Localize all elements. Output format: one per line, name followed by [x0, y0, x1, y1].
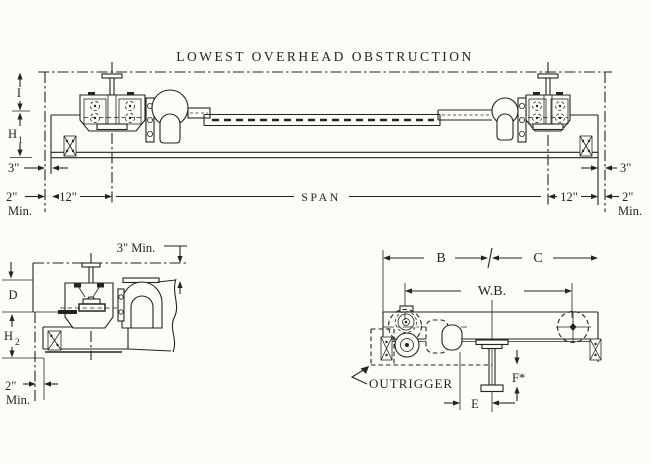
detail-hanger-head	[82, 263, 100, 267]
min-label-left: Min.	[8, 204, 32, 218]
right-hanger-bracket	[590, 339, 601, 360]
dim-12in-left	[52, 190, 112, 204]
dim-label-2in-right: 2"	[622, 190, 634, 204]
dim-label-c: C	[533, 251, 543, 266]
dim-2in-right	[605, 190, 642, 218]
detail-break-line	[172, 279, 176, 352]
dim-label-f: F*	[512, 371, 526, 385]
dim-label-b: B	[436, 251, 446, 266]
dim-label-h1-sub: 1	[18, 136, 23, 146]
right-suspension-bracket	[580, 136, 592, 156]
dim-12in-right	[548, 190, 598, 204]
dim-label-3in-right: 3"	[620, 161, 632, 175]
hoist-motor	[442, 325, 462, 350]
dim-b	[383, 248, 492, 312]
dim-label-3in-left: 3"	[8, 161, 20, 175]
min-label-detail: Min.	[6, 393, 30, 407]
dim-i	[12, 73, 30, 112]
dim-c	[492, 251, 598, 266]
dim-d	[2, 262, 62, 312]
dim-wb	[405, 283, 572, 320]
span-label: SPAN	[301, 190, 341, 204]
detail-rail-foot	[79, 304, 105, 311]
right-runway-flange	[533, 124, 563, 130]
dim-h1	[8, 113, 32, 158]
outrigger	[352, 329, 492, 391]
left-hanger-head	[102, 74, 122, 78]
dim-label-2in-left: 2"	[6, 190, 18, 204]
dim-3in-min-arrows	[164, 246, 187, 294]
elevation-view	[6, 49, 642, 218]
dim-3in-right	[581, 161, 631, 175]
dim-label-12in-right: 12"	[560, 190, 578, 204]
end-clearance-detail-view	[2, 241, 187, 407]
end-truck-side-view	[352, 248, 601, 412]
girder-bottom-flange	[481, 385, 503, 392]
dim-2in-left	[6, 190, 45, 218]
dim-label-e: E	[471, 397, 479, 411]
left-hanger-rod	[110, 78, 114, 95]
dim-label-h2-sub: 2	[15, 338, 20, 348]
dim-label-12in-left: 12"	[59, 190, 77, 204]
lowest-overhead-obstruction-label: LOWEST OVERHEAD OBSTRUCTION	[176, 49, 474, 64]
left-end-truck	[80, 62, 210, 205]
left-runway-flange	[97, 124, 127, 130]
dim-3in-left	[8, 161, 68, 175]
left-hanger-bracket	[381, 337, 392, 360]
idler-wheel	[556, 311, 591, 343]
left-suspension-bracket	[64, 136, 76, 156]
dim-label-h2: H	[4, 329, 14, 343]
dim-label-2in-detail: 2"	[5, 379, 17, 393]
dim-label-i: I	[16, 86, 22, 100]
min-label-right: Min.	[618, 204, 642, 218]
dim-label-d: D	[8, 288, 18, 302]
girder-section	[476, 300, 508, 412]
dim-label-h1: H	[8, 127, 18, 141]
drive-wheel-assembly	[383, 306, 467, 357]
cross-shaft-girder	[204, 110, 492, 126]
dim-label-3in-min: 3" Min.	[116, 241, 156, 255]
right-hanger-head	[538, 74, 558, 78]
outrigger-label: OUTRIGGER	[369, 376, 454, 391]
dim-f	[512, 350, 525, 401]
dim-span	[116, 190, 541, 204]
dim-label-wb: W.B.	[477, 284, 507, 299]
dim-e	[444, 352, 515, 411]
right-hanger-rod	[546, 78, 550, 95]
detail-trolley-section	[43, 263, 177, 352]
dim-h2	[2, 314, 44, 358]
right-end-truck	[492, 62, 570, 205]
dim-2in-detail	[5, 358, 58, 407]
